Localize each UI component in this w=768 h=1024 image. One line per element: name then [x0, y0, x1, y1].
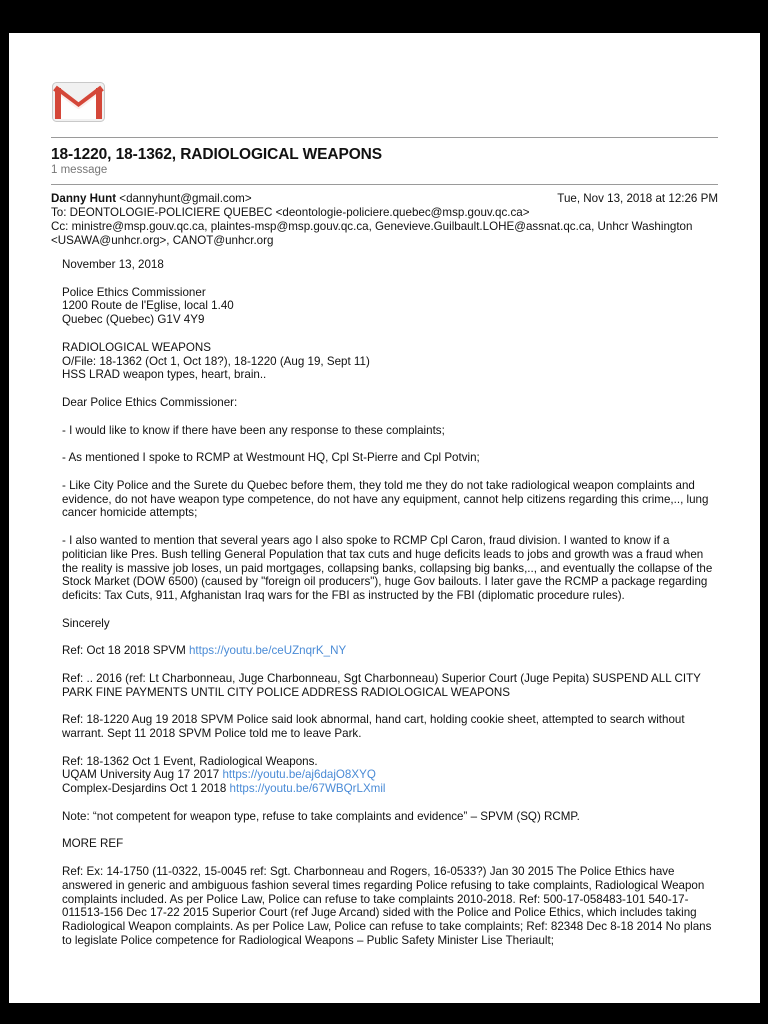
reference-3: Ref: 18-1220 Aug 19 2018 SPVM Police said look abnormal, hand cart, holding cookie sheet, attempted to search without warrant. Sept 11 2018 SPVM Police told me to leave Park. — [62, 713, 685, 741]
gmail-logo-icon — [52, 82, 105, 122]
top-divider — [51, 137, 718, 138]
salutation: Dear Police Ethics Commissioner: — [62, 395, 238, 409]
reference-text: Ref: 18-1362 Oct 1 Event, Radiological Weapons. — [62, 754, 318, 768]
email-subject: 18-1220, 18-1362, RADIOLOGICAL WEAPONS — [51, 146, 382, 163]
closing: Sincerely — [62, 616, 110, 630]
email-printout-page — [9, 33, 760, 1003]
paragraph: - As mentioned I spoke to RCMP at Westmount HQ, Cpl St-Pierre and Cpl Potvin; — [62, 451, 480, 465]
paragraph: - I also wanted to mention that several years ago I also spoke to RCMP Cpl Caron, fraud division. I wanted to know if a politician like Pres. Bush telling General Population that tax cuts and huge deficits leads to jobs and growth was a fraud when the reality is massive job loses, un paid mortgages, collapsing banks, collapsing big banks,.., and eventually the collapse of the Stock Market (DOW 6500) (caused by "foreign oil producers"), huge Gov bailouts. I later gave the RCMP a package regarding deficits: Tax Cuts, 911, Afghanistan Iraq wars for the FBI as instructed by the FBI (diplomatic procedure rules). — [62, 533, 713, 603]
reference-line — [62, 768, 714, 782]
reference-text: UQAM University Aug 17 2017 — [62, 768, 223, 782]
address-line: Police Ethics Commissioner — [62, 285, 206, 299]
youtube-link[interactable]: https://youtu.be/aj6dajO8XYQ — [222, 768, 376, 782]
header-divider — [51, 184, 718, 185]
reference-line — [62, 782, 714, 796]
reference-2: Ref: .. 2016 (ref: Lt Charbonneau, Juge Charbonneau, Sgt Charbonneau) Superior Court (Juge Pepita) SUSPEND ALL CITY PARK FINE PAYMENTS UNTIL CITY POLICE ADDRESS RADIOLOGICAL WEAPONS — [62, 671, 701, 699]
note: Note: “not competent for weapon type, refuse to take complaints and evidence” – SPVM (SQ) RCMP. — [62, 809, 580, 823]
sender-email: <dannyhunt@gmail.com> — [119, 192, 252, 205]
sender-row — [51, 192, 718, 206]
reference-1 — [62, 644, 714, 658]
youtube-link[interactable]: https://youtu.be/ceUZnqrK_NY — [188, 644, 347, 658]
cc-recipients: Cc: ministre@msp.gouv.qc.ca, plaintes-msp@msp.gouv.qc.ca, Genevieve.Guilbault.LOHE@assnat.qc.ca, Unhcr Washington <USAWA@unhcr.org>, CANOT@unhcr.org — [51, 220, 693, 247]
reference-5: Ref: Ex: 14-1750 (11-0322, 15-0045 ref: Sgt. Charbonneau and Rogers, 16-0533?) Jan 30 2015 The Police Ethics have answered in generic and ambiguous fashion several times regarding Police refusing to take complaints, Radiological Weapon complaints included. As per Police Law, Police can refuse to take complaints 2010-2018. Ref: 500-17-058483-101 540-17-011513-156 Dec 17-22 2015 Superior Court (ref Juge Arcand) sided with the Police and Police Ethics, which includes taking Radiological Weapon complaints. As per Police Law, Police can refuse to take complaints; Ref: 82348 Dec 8-18 2014 No plans to legislate Police competence for Radiological Weapons – Public Safety Minister Lise Theriault; — [62, 865, 712, 948]
more-ref-heading: MORE REF — [62, 837, 124, 851]
address-line: 1200 Route de l'Eglise, local 1.40 — [62, 299, 234, 313]
to-recipients: To: DEONTOLOGIE-POLICIERE QUEBEC <deontologie-policiere.quebec@msp.gouv.qc.ca> — [51, 206, 530, 219]
recipient-address — [62, 286, 714, 327]
regarding-block — [62, 341, 714, 382]
message-count: 1 message — [51, 164, 108, 176]
sender-name: Danny Hunt — [51, 192, 117, 205]
reference-text: Complex-Desjardins Oct 1 2018 — [62, 782, 230, 796]
paragraph: - I would like to know if there have been any response to these complaints; — [62, 423, 445, 437]
youtube-link[interactable]: https://youtu.be/67WBQrLXmil — [229, 782, 386, 796]
email-date: Tue, Nov 13, 2018 at 12:26 PM — [557, 192, 718, 205]
paragraph: - Like City Police and the Surete du Quebec before them, they told me they do not take radiological weapon complaints and evidence, do not have weapon type competence, do not have any equipment, cannot help citizens regarding this crime,.., lung cancer homicide attempts; — [62, 478, 709, 520]
re-line: HSS LRAD weapon types, heart, brain.. — [62, 368, 267, 382]
re-line: O/File: 18-1362 (Oct 1, Oct 18?), 18-1220 (Aug 19, Sept 11) — [62, 354, 370, 368]
email-body — [62, 258, 714, 962]
re-line: RADIOLOGICAL WEAPONS — [62, 340, 212, 354]
reference-text: Ref: Oct 18 2018 SPVM — [62, 644, 189, 658]
address-line: Quebec (Quebec) G1V 4Y9 — [62, 313, 205, 327]
letter-date: November 13, 2018 — [62, 258, 164, 271]
reference-4 — [62, 755, 714, 796]
